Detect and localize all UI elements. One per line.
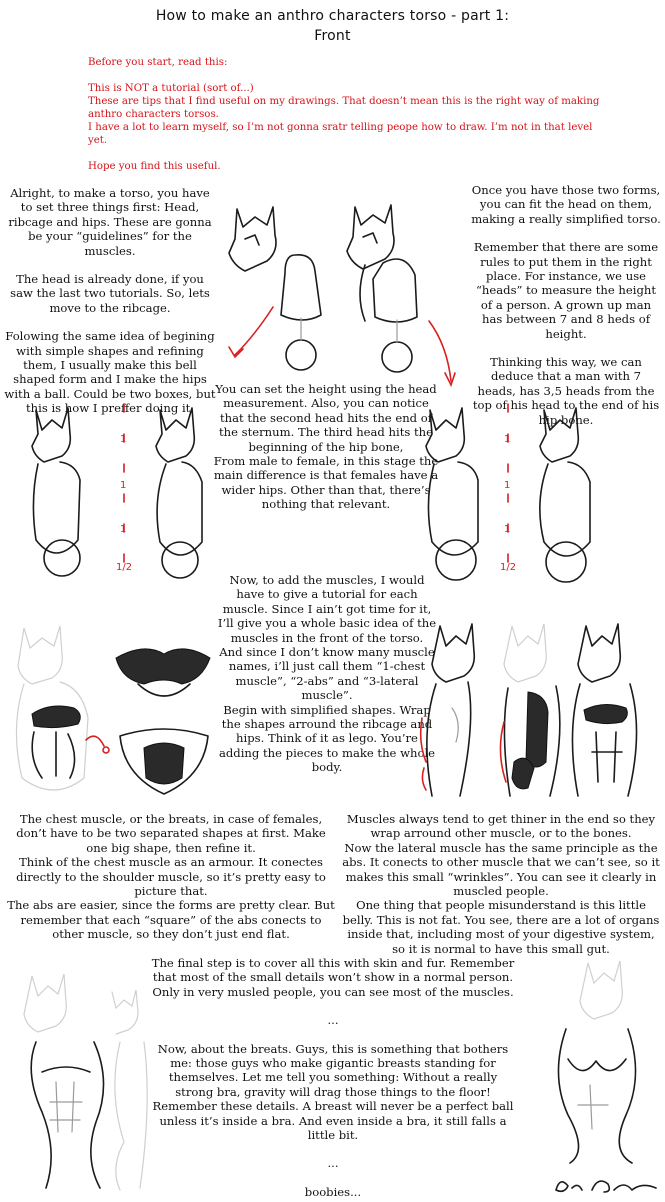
page-subtitle: Front	[314, 28, 351, 44]
section5-center-text	[150, 956, 516, 1199]
paragraph: Folowing the same idea of begining with simple shapes and refining them, I usually make this bell shaped form and I make the hips with a ball. Could be two boxes, but this is how I preffer doing it.	[4, 329, 216, 416]
section1-left-text	[4, 186, 216, 416]
paragraph: Alright, to make a torso, you have to set three things first: Head, ribcage and hips. These are gonna be your “guidelines” for the muscles.	[8, 186, 212, 258]
paragraph: Muscles always tend to get thiner in the end so they wrap arround other muscle, or to the bones. Now the lateral muscle has the same principle as the abs. It conects to other muscle that we can’t see, so it makes this small “wrinkles”. You can see it clearly in muscled people. One thing that people misunderstand is this little belly. This is not fat. You see, there are a lot of organs inside that, including most of your digestive system, so it is normal to have this small gut.	[342, 812, 660, 956]
paragraph: Now, about the breats. Guys, this is something that bothers me: those guys who make gigantic breasts standing for themselves. Let me tell you something: Without a really strong bra, gravity will drag those things to the floor! Remember these details. A breast will never be a perfect ball unless it’s inside a bra. And even inside a bra, it still falls a little bit.	[152, 1041, 514, 1143]
ellipsis: ...	[327, 1013, 339, 1028]
intro-line: Before you start, read this:	[88, 57, 228, 68]
paragraph: The head is already done, if you saw the last two tutorials. So, lets move to the ribcage.	[10, 272, 210, 315]
paragraph: The final step is to cover all this with skin and fur. Remember that most of the small details won’t show in a normal person. Only in very musled people, you can see most of the muscles.	[151, 956, 515, 999]
skin-fur-sketch-left	[2, 962, 152, 1194]
paragraph: You can set the height using the head measurement. Also, you can notice that the second head hits the end of the sternum. The third head hits the beginning of the hip bone, From male to female, in this stage the main difference is that females have a wider hips. Other than that, there’s nothing that relevant.	[213, 382, 439, 512]
measure-label: 1	[120, 434, 127, 445]
intro-line: This is NOT a tutorial (sort of...) These are tips that I find useful on my drawings. That doesn’t mean this is the right way of making anthro characters torsos. I have a lot to learn myself, so I’m not gonna sratr telling peope how to draw. I’m not in that level yet.	[88, 83, 600, 146]
measure-label: 1	[120, 480, 127, 491]
section4-left-text	[6, 812, 336, 942]
measure-label: 1/2	[500, 562, 517, 573]
measure-label: 1/2	[116, 562, 133, 573]
measure-label: 1	[120, 524, 127, 535]
intro-notes	[88, 56, 608, 186]
section3-center-text	[216, 573, 438, 775]
paragraph: The chest muscle, or the breats, in case of females, don’t have to be two separated shapes at first. Make one big shape, then refine it. Think of the chest muscle as an armour. It conectes directly to the shoulder muscle, so it’s pretty easy to picture that. The abs are easier, since the forms are pretty clear. But remember that each “square” of the abs conects to other muscle, so they don’t just end flat.	[7, 812, 335, 942]
ellipsis: ...	[327, 1156, 339, 1171]
paragraph: Once you have those two forms, you can fit the head on them, making a really simplified torso.	[471, 183, 661, 226]
paragraph: Thinking this way, we can deduce that a man with 7 heads, has 3,5 heads from the top of his head to the end of his hip bone.	[472, 355, 660, 427]
paragraph: Remember that there are some rules to put them in the right place. For instance, we use “heads” to measure the height of a person. A grown up man has between 7 and 8 heds of height.	[473, 240, 659, 341]
page-title: How to make an anthro characters torso - part 1:	[155, 8, 510, 24]
female-torso-sketch-right	[528, 955, 660, 1165]
section2-center-text	[212, 382, 440, 512]
paragraph: boobies...	[304, 1184, 362, 1199]
artist-signature	[552, 1172, 662, 1198]
intro-line: Hope you find this useful.	[88, 161, 221, 172]
measure-label: 1	[504, 524, 511, 535]
chest-abs-muscle-sketch	[4, 618, 214, 803]
head-measurement-sketch-right	[420, 390, 630, 590]
section4-right-text	[340, 812, 662, 956]
lateral-muscle-sketch	[416, 612, 661, 807]
paragraph: Now, to add the muscles, I would have to give a tutorial for each muscle. Since I ain’t got time for it, I’ll give you a whole basic idea of the muscles in the front of the torso. And since I don’t know many muscle names, i’ll just call them “1-chest muscle”, “2-abs” and “3-lateral muscle”. Begin with simplified shapes. Wrap the shapes arround the ribcage and hips. Think of it as lego. You’re adding the pieces to make the whole body.	[217, 573, 437, 775]
head-measurement-sketch-left	[16, 390, 206, 590]
measure-label: 1	[504, 480, 511, 491]
head-ribcage-hips-sketch	[215, 195, 455, 410]
measure-label: 1	[504, 434, 511, 445]
